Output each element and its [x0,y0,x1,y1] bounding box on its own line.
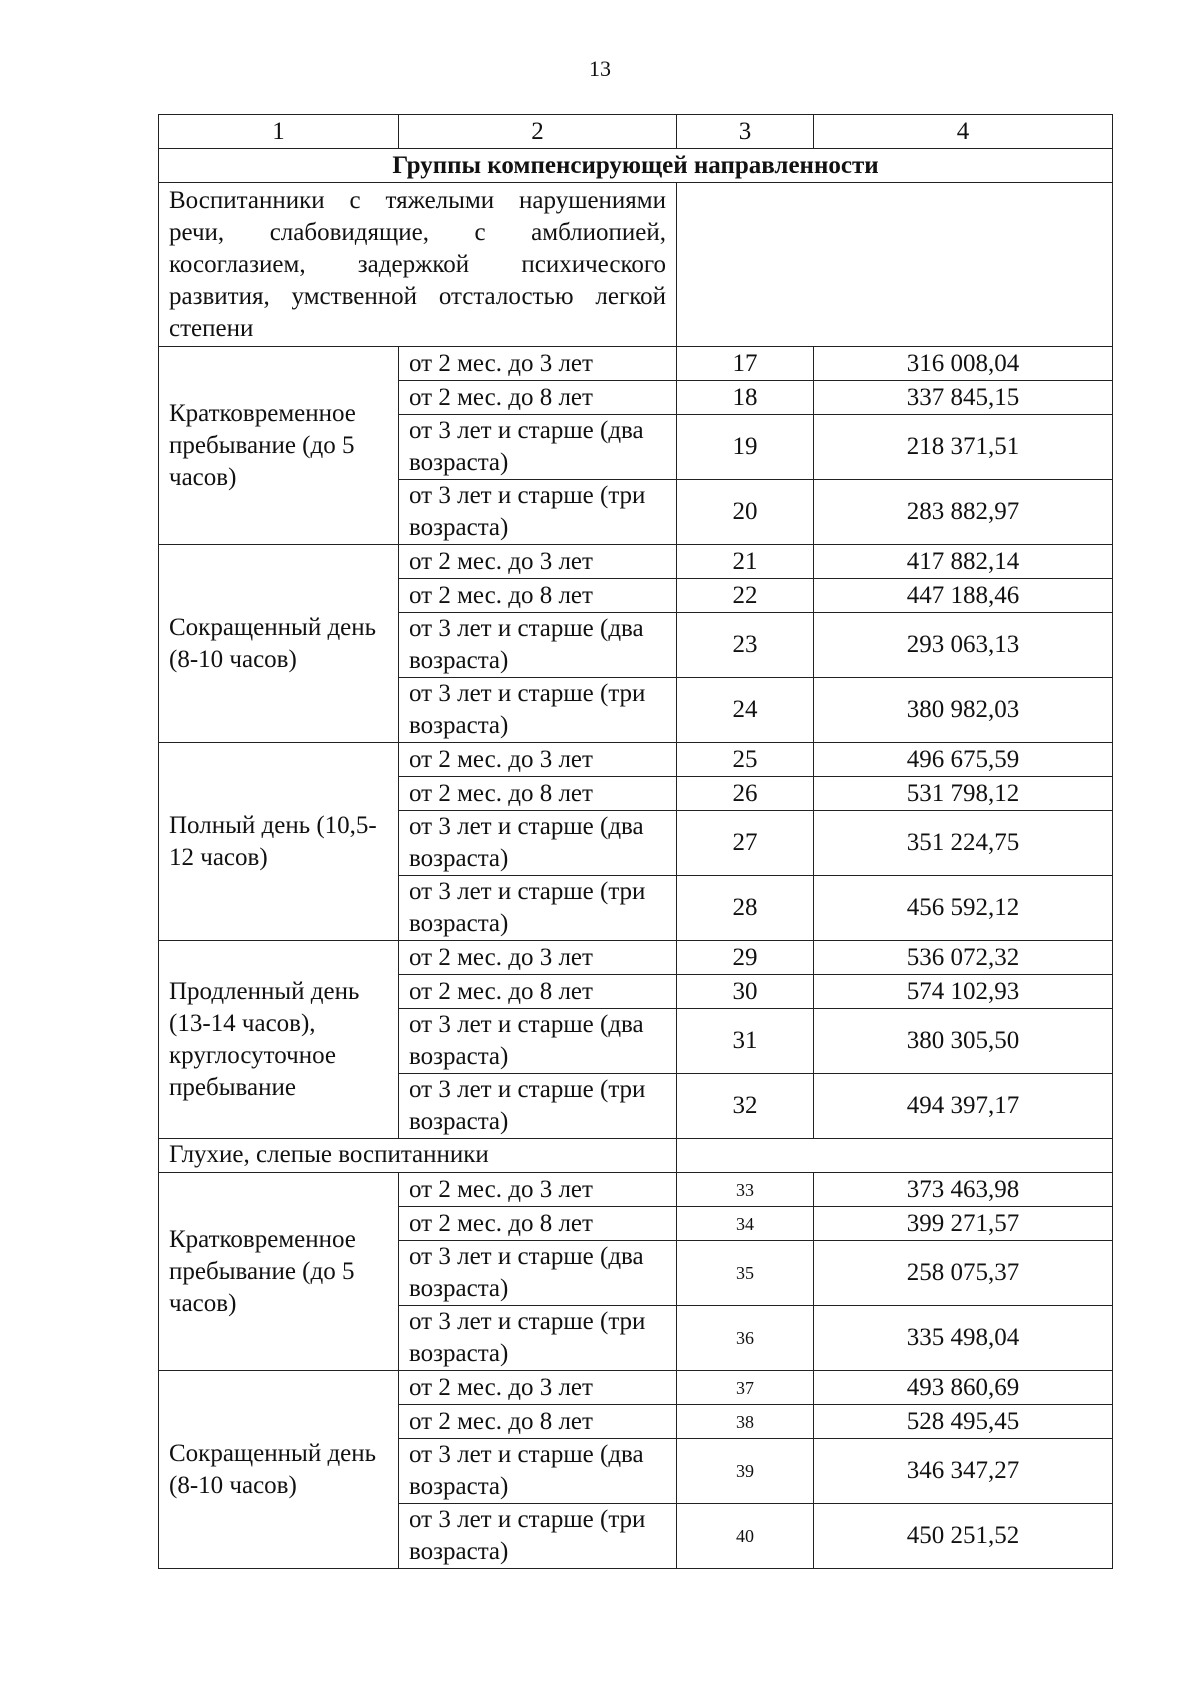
page-number: 13 [589,56,611,81]
age-cell: от 3 лет и старше (три возраста) [399,1504,677,1569]
amount-cell: 218 371,51 [814,415,1113,480]
amount-cell: 494 397,17 [814,1074,1113,1139]
amount-cell: 335 498,04 [814,1306,1113,1371]
amount-cell: 528 495,45 [814,1405,1113,1439]
age-cell: от 2 мес. до 8 лет [399,381,677,415]
row-number-cell: 20 [677,480,814,545]
row-number-cell: 27 [677,811,814,876]
amount-cell: 574 102,93 [814,975,1113,1009]
row-number-cell: 21 [677,545,814,579]
table-row [159,545,1113,579]
age-cell: от 3 лет и старше (два возраста) [399,1241,677,1306]
age-cell: от 2 мес. до 3 лет [399,545,677,579]
age-cell: от 3 лет и старше (три возраста) [399,876,677,941]
age-cell: от 2 мес. до 3 лет [399,1371,677,1405]
row-number-cell: 28 [677,876,814,941]
row-number-cell: 30 [677,975,814,1009]
row-number-cell: 32 [677,1074,814,1139]
age-cell: от 3 лет и старше (два возраста) [399,415,677,480]
row-number-cell: 34 [677,1207,814,1241]
age-cell: от 3 лет и старше (три возраста) [399,1306,677,1371]
amount-cell: 346 347,27 [814,1439,1113,1504]
age-cell: от 3 лет и старше (три возраста) [399,678,677,743]
empty-cell [677,183,1113,347]
age-cell: от 3 лет и старше (три возраста) [399,1074,677,1139]
subsection-title-row [159,1139,1113,1173]
table-row [159,1371,1113,1405]
row-number-cell: 24 [677,678,814,743]
amount-cell: 380 305,50 [814,1009,1113,1074]
row-number-cell: 40 [677,1504,814,1569]
row-number-cell: 17 [677,347,814,381]
amount-cell: 450 251,52 [814,1504,1113,1569]
row-number-cell: 39 [677,1439,814,1504]
age-cell: от 2 мес. до 8 лет [399,1207,677,1241]
table-row [159,941,1113,975]
row-number-cell: 37 [677,1371,814,1405]
row-number-cell: 35 [677,1241,814,1306]
category-cell: Сокращенный день (8-10 часов) [159,545,399,743]
age-cell: от 3 лет и старше (три возраста) [399,480,677,545]
amount-cell: 258 075,37 [814,1241,1113,1306]
amount-cell: 351 224,75 [814,811,1113,876]
amount-cell: 417 882,14 [814,545,1113,579]
age-cell: от 2 мес. до 3 лет [399,347,677,381]
table-row [159,347,1113,381]
row-number-cell: 33 [677,1173,814,1207]
header-cell-2: 2 [399,115,677,149]
section-description: Воспитанники с тяжелыми нарушениями речи, слабовидящие, с амблиопией, косоглазием, задержкой психического развития, умственной отсталостью легкой степени [159,183,677,347]
section-title: Группы компенсирующей направленности [159,149,1113,183]
age-cell: от 2 мес. до 3 лет [399,941,677,975]
age-cell: от 2 мес. до 3 лет [399,1173,677,1207]
tariff-table [158,114,1113,1569]
row-number-cell: 29 [677,941,814,975]
row-number-cell: 36 [677,1306,814,1371]
amount-cell: 447 188,46 [814,579,1113,613]
age-cell: от 3 лет и старше (два возраста) [399,1009,677,1074]
amount-cell: 493 860,69 [814,1371,1113,1405]
amount-cell: 496 675,59 [814,743,1113,777]
category-cell: Продленный день (13-14 часов), круглосуточное пребывание [159,941,399,1139]
category-cell: Кратковременное пребывание (до 5 часов) [159,1173,399,1371]
section-title-row [159,149,1113,183]
amount-cell: 373 463,98 [814,1173,1113,1207]
age-cell: от 3 лет и старше (два возраста) [399,811,677,876]
row-number-cell: 19 [677,415,814,480]
header-cell-4: 4 [814,115,1113,149]
table-body [159,115,1113,1569]
age-cell: от 2 мес. до 8 лет [399,1405,677,1439]
age-cell: от 2 мес. до 8 лет [399,975,677,1009]
amount-cell: 283 882,97 [814,480,1113,545]
age-cell: от 3 лет и старше (два возраста) [399,1439,677,1504]
row-number-cell: 18 [677,381,814,415]
header-cell-3: 3 [677,115,814,149]
amount-cell: 536 072,32 [814,941,1113,975]
header-row [159,115,1113,149]
row-number-cell: 25 [677,743,814,777]
amount-cell: 456 592,12 [814,876,1113,941]
row-number-cell: 31 [677,1009,814,1074]
age-cell: от 3 лет и старше (два возраста) [399,613,677,678]
age-cell: от 2 мес. до 8 лет [399,579,677,613]
row-number-cell: 26 [677,777,814,811]
amount-cell: 293 063,13 [814,613,1113,678]
amount-cell: 380 982,03 [814,678,1113,743]
category-cell: Кратковременное пребывание (до 5 часов) [159,347,399,545]
table-row [159,743,1113,777]
amount-cell: 316 008,04 [814,347,1113,381]
age-cell: от 2 мес. до 8 лет [399,777,677,811]
row-number-cell: 23 [677,613,814,678]
amount-cell: 399 271,57 [814,1207,1113,1241]
empty-cell [677,1139,1113,1173]
age-cell: от 2 мес. до 3 лет [399,743,677,777]
table-row [159,1173,1113,1207]
amount-cell: 337 845,15 [814,381,1113,415]
category-cell: Сокращенный день (8-10 часов) [159,1371,399,1569]
description-row [159,183,1113,347]
row-number-cell: 22 [677,579,814,613]
row-number-cell: 38 [677,1405,814,1439]
category-cell: Полный день (10,5-12 часов) [159,743,399,941]
amount-cell: 531 798,12 [814,777,1113,811]
subsection-title: Глухие, слепые воспитанники [159,1139,677,1173]
header-cell-1: 1 [159,115,399,149]
